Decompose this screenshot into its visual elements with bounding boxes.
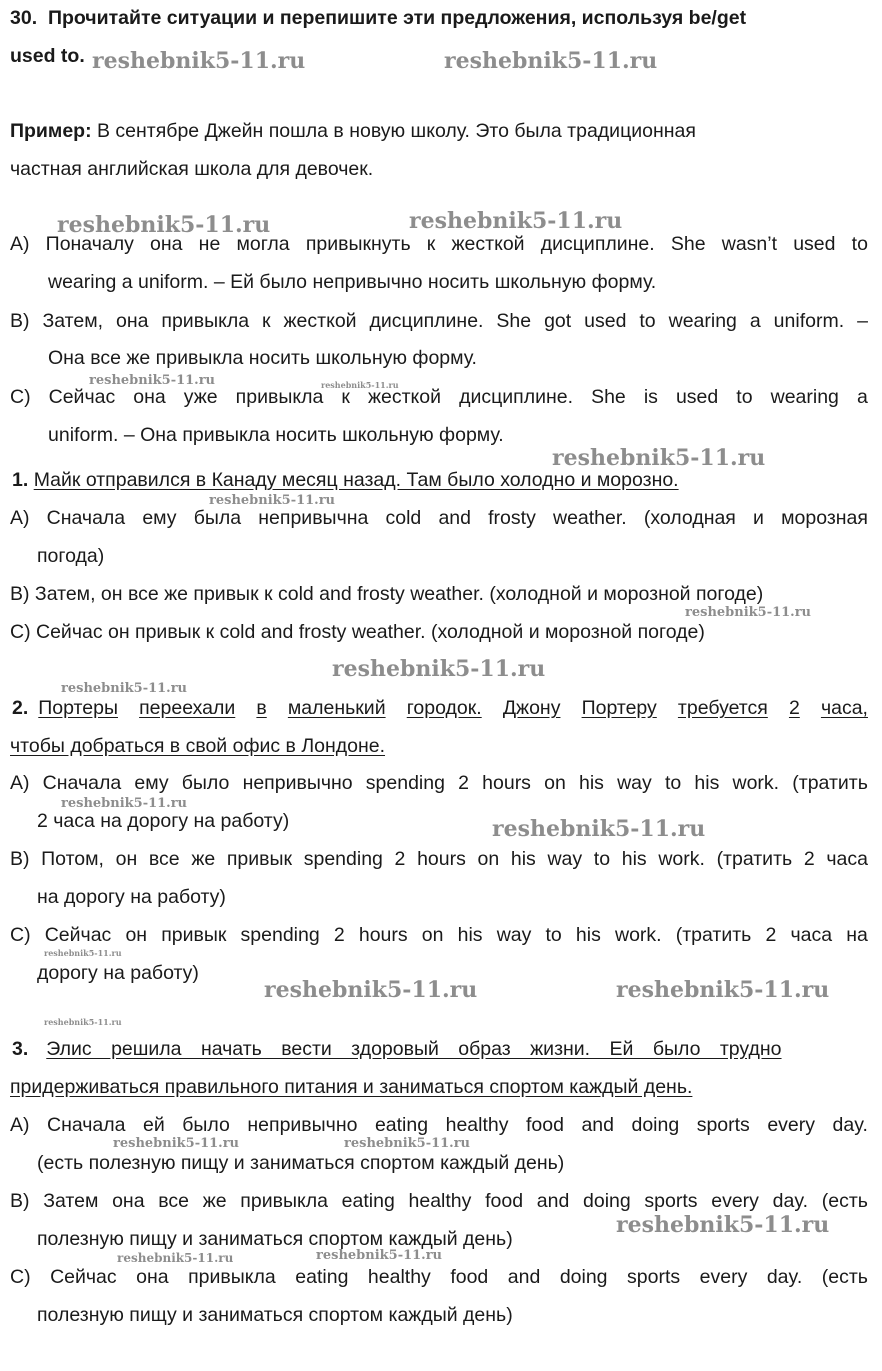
task2-a-line1: A) Сначала ему было непривычно spending 2 hours on his way to his work. (тратить (10, 772, 868, 794)
watermark: reshebnik5-11.ru (616, 1212, 830, 1238)
watermark: reshebnik5-11.ru (616, 977, 830, 1003)
exercise-header-line1 (10, 6, 870, 30)
example-line1 (10, 119, 696, 143)
task1-a-line2: погода) (37, 545, 105, 567)
watermark: reshebnik5-11.ru (89, 373, 216, 388)
watermark: reshebnik5-11.ru (344, 1136, 471, 1151)
watermark: reshebnik5-11.ru (209, 493, 336, 508)
watermark: reshebnik5-11.ru (92, 48, 306, 74)
example-text: В сентябре Джейн пошла в новую школу. Это была традиционная (91, 120, 696, 142)
exercise-instruction: Прочитайте ситуации и перепишите эти предложения, используя be/get (47, 7, 747, 29)
task3-title-line2: придерживаться правильного питания и заниматься спортом каждый день. (10, 1076, 693, 1098)
exercise-number: 30. (10, 7, 38, 29)
task2-a-line2: 2 часа на дорогу на работу) (37, 810, 290, 832)
watermark: reshebnik5-11.ru (316, 1248, 443, 1263)
task2-title-line2: чтобы добраться в свой офис в Лондоне. (10, 735, 386, 757)
task3-c-line1: C) Сейчас она привыкла eating healthy food and doing sports every day. (есть (10, 1266, 868, 1288)
task3-title-line1 (12, 1037, 868, 1061)
task2-title-text1: Портеры переехали в маленький городок. Джону Портеру требуется 2 часа, (38, 697, 868, 719)
task2-c-line1: C) Сейчас он привык spending 2 hours on his way to his work. (тратить 2 часа на (10, 924, 868, 946)
watermark: reshebnik5-11.ru (492, 816, 706, 842)
task1-title-text: Майк отправился в Канаду месяц назад. Там было холодно и морозно. (33, 469, 679, 491)
task1-title (12, 468, 679, 492)
task2-title-line1 (12, 696, 868, 720)
example-item-a-line2: wearing a uniform. – Ей было непривычно носить школьную форму. (48, 271, 657, 293)
task2-number: 2. (12, 697, 29, 719)
task3-number: 3. (12, 1038, 29, 1060)
task2-c-line2: дорогу на работу) (37, 962, 199, 984)
example-line2: частная английская школа для девочек. (10, 158, 374, 180)
task3-c-line2: полезную пищу и заниматься спортом каждый день) (37, 1304, 513, 1326)
watermark: reshebnik5-11.ru (57, 212, 271, 238)
example-item-b-line1: B) Затем, она привыкла к жесткой дисциплине. She got used to wearing a uniform. – (10, 310, 868, 332)
watermark: reshebnik5-11.ru (444, 48, 658, 74)
watermark: reshebnik5-11.ru (552, 445, 766, 471)
example-item-c-line1: C) Сейчас она уже привыкла к жесткой дисциплине. She is used to wearing a (10, 386, 868, 408)
watermark: reshebnik5-11.ru (332, 656, 546, 682)
watermark: reshebnik5-11.ru (264, 977, 478, 1003)
exercise-header-line2: used to. (10, 45, 85, 67)
task1-number: 1. (12, 469, 29, 491)
task3-b-line1: B) Затем она все же привыкла eating healthy food and doing sports every day. (есть (10, 1190, 868, 1212)
task3-a-line2: (есть полезную пищу и заниматься спортом каждый день) (37, 1152, 565, 1174)
example-item-a-line1: A) Поначалу она не могла привыкнуть к жесткой дисциплине. She wasn’t used to (10, 233, 868, 255)
watermark: reshebnik5-11.ru (61, 681, 188, 696)
task3-title-text1: Элис решила начать вести здоровый образ жизни. Ей было трудно (46, 1038, 782, 1060)
watermark: reshebnik5-11.ru (61, 796, 188, 811)
task3-a-line1: A) Сначала ей было непривычно eating healthy food and doing sports every day. (10, 1114, 868, 1136)
example-item-c-line2: uniform. – Она привыкла носить школьную форму. (48, 424, 504, 446)
watermark: reshebnik5-11.ru (44, 948, 122, 958)
watermark: reshebnik5-11.ru (409, 208, 623, 234)
example-item-b-line2: Она все же привыкла носить школьную форму. (48, 347, 477, 369)
task1-a-line1: A) Сначала ему была непривычна cold and frosty weather. (холодная и морозная (10, 507, 868, 529)
task2-b-line2: на дорогу на работу) (37, 886, 226, 908)
watermark: reshebnik5-11.ru (321, 380, 399, 390)
task1-b-line1: B) Затем, он все же привык к cold and frosty weather. (холодной и морозной погоде) (10, 583, 764, 605)
watermark: reshebnik5-11.ru (44, 1017, 122, 1027)
watermark: reshebnik5-11.ru (685, 605, 812, 620)
watermark: reshebnik5-11.ru (117, 1251, 234, 1265)
task2-b-line1: B) Потом, он все же привык spending 2 hours on his way to his work. (тратить 2 часа (10, 848, 868, 870)
task3-b-line2: полезную пищу и заниматься спортом каждый день) (37, 1228, 513, 1250)
example-label: Пример: (10, 120, 92, 142)
watermark: reshebnik5-11.ru (113, 1136, 240, 1151)
task1-c-line1: C) Сейчас он привык к cold and frosty weather. (холодной и морозной погоде) (10, 621, 705, 643)
